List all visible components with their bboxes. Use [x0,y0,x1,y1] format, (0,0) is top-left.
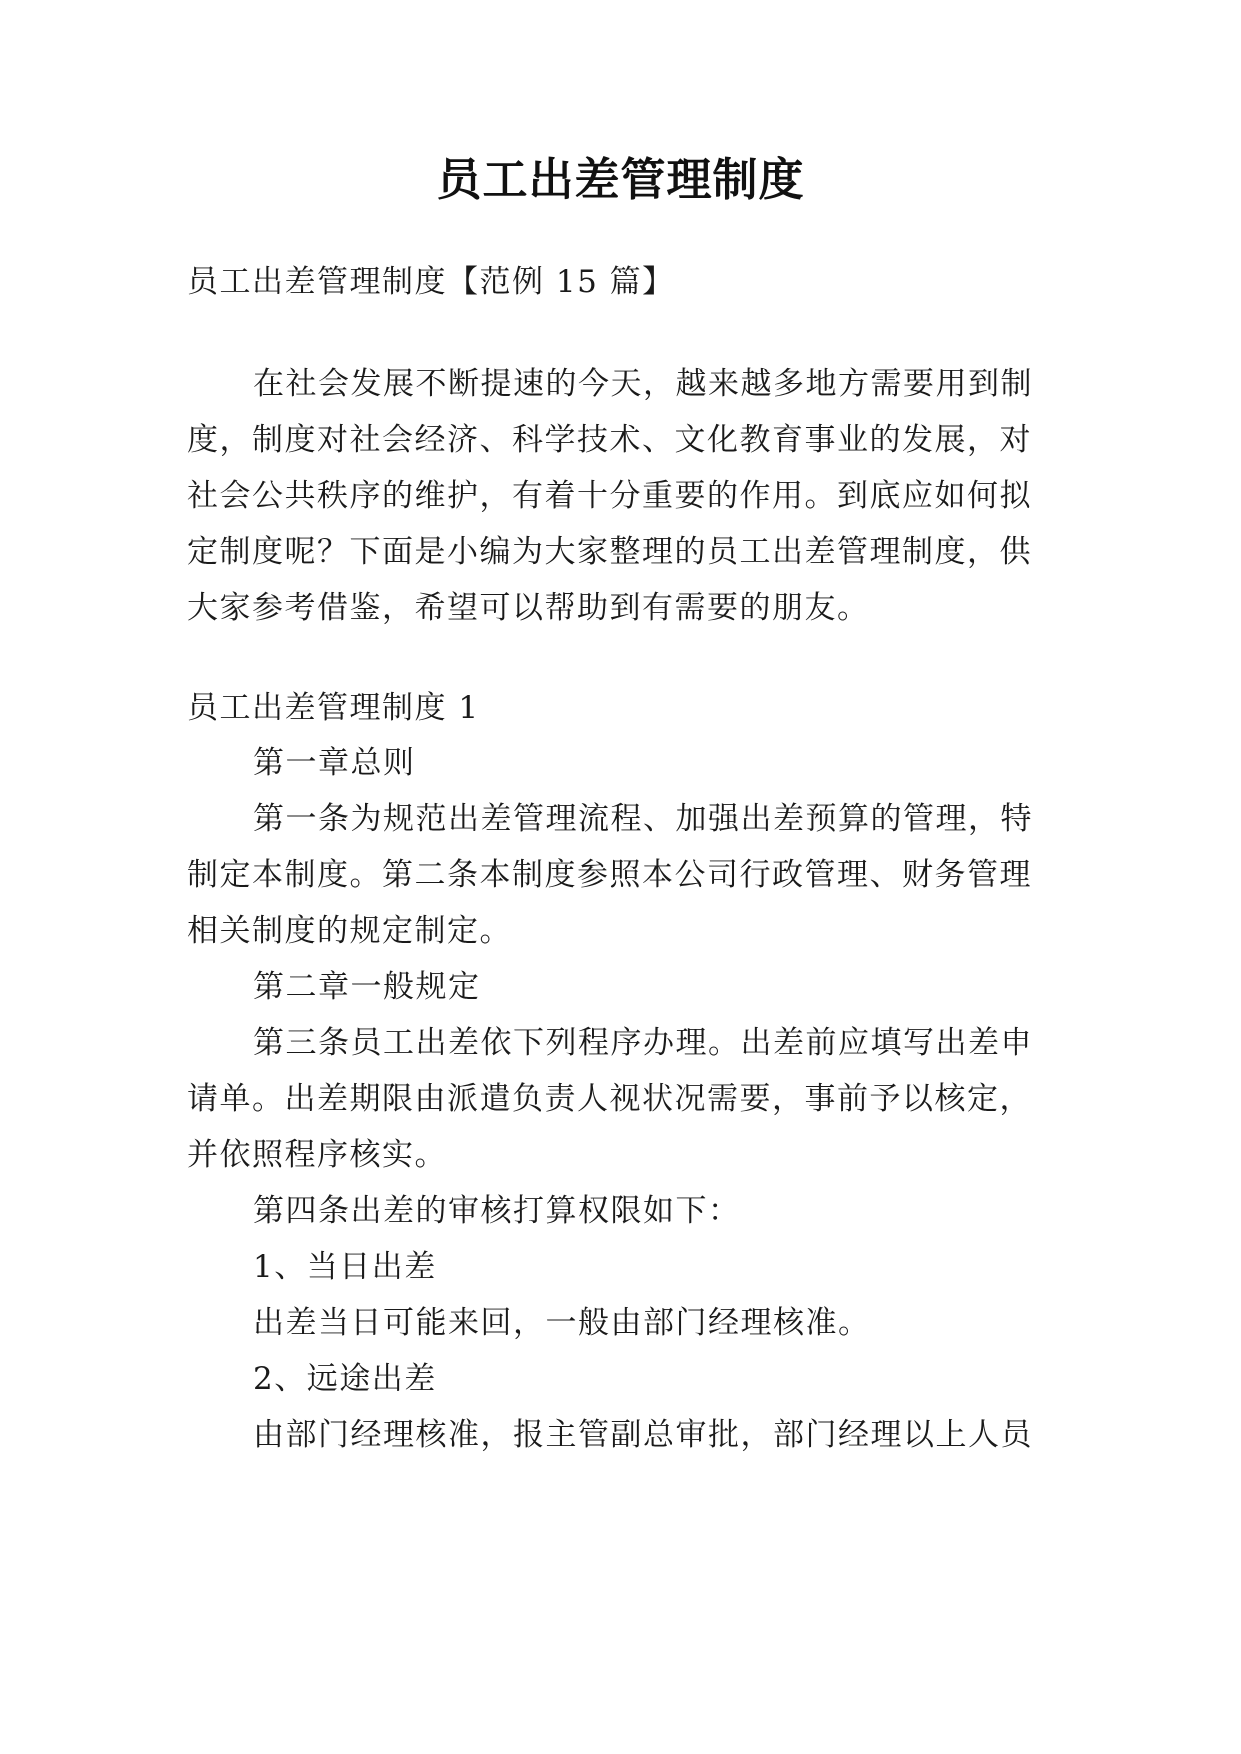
body-text-line: 请单。出差期限由派遣负责人视状况需要，事前予以核定， [187,1081,1032,1117]
body-text-line: 并依照程序核实。 [187,1137,447,1173]
intro-paragraph-line: 度，制度对社会经济、科学技术、文化教育事业的发展，对 [187,422,1032,458]
chapter-heading: 第二章一般规定 [253,969,481,1005]
body-text-line: 第四条出差的审核打算权限如下： [253,1193,741,1229]
intro-paragraph-line: 在社会发展不断提速的今天，越来越多地方需要用到制 [253,366,1033,402]
body-text-line: 由部门经理核准，报主管副总审批，部门经理以上人员 [253,1417,1033,1453]
intro-paragraph-line: 社会公共秩序的维护，有着十分重要的作用。到底应如何拟 [187,478,1032,514]
body-text-line: 相关制度的规定制定。 [187,913,512,949]
document-title: 员工出差管理制度 [436,153,805,206]
chapter-heading: 第一章总则 [253,745,416,781]
list-item-heading: 1、当日出差 [253,1249,437,1285]
list-item-heading: 2、远途出差 [253,1361,437,1397]
intro-paragraph-line: 定制度呢？下面是小编为大家整理的员工出差管理制度，供 [187,534,1032,570]
section-heading: 员工出差管理制度 1 [187,690,480,726]
body-text-line: 第一条为规范出差管理流程、加强出差预算的管理，特 [253,801,1033,837]
intro-paragraph-line: 大家参考借鉴，希望可以帮助到有需要的朋友。 [187,590,870,626]
body-text-line: 第三条员工出差依下列程序办理。出差前应填写出差申 [253,1025,1033,1061]
body-text-line: 制定本制度。第二条本制度参照本公司行政管理、财务管理 [187,857,1032,893]
document-subtitle: 员工出差管理制度【范例 15 篇】 [187,264,675,300]
body-text-line: 出差当日可能来回，一般由部门经理核准。 [253,1305,871,1341]
